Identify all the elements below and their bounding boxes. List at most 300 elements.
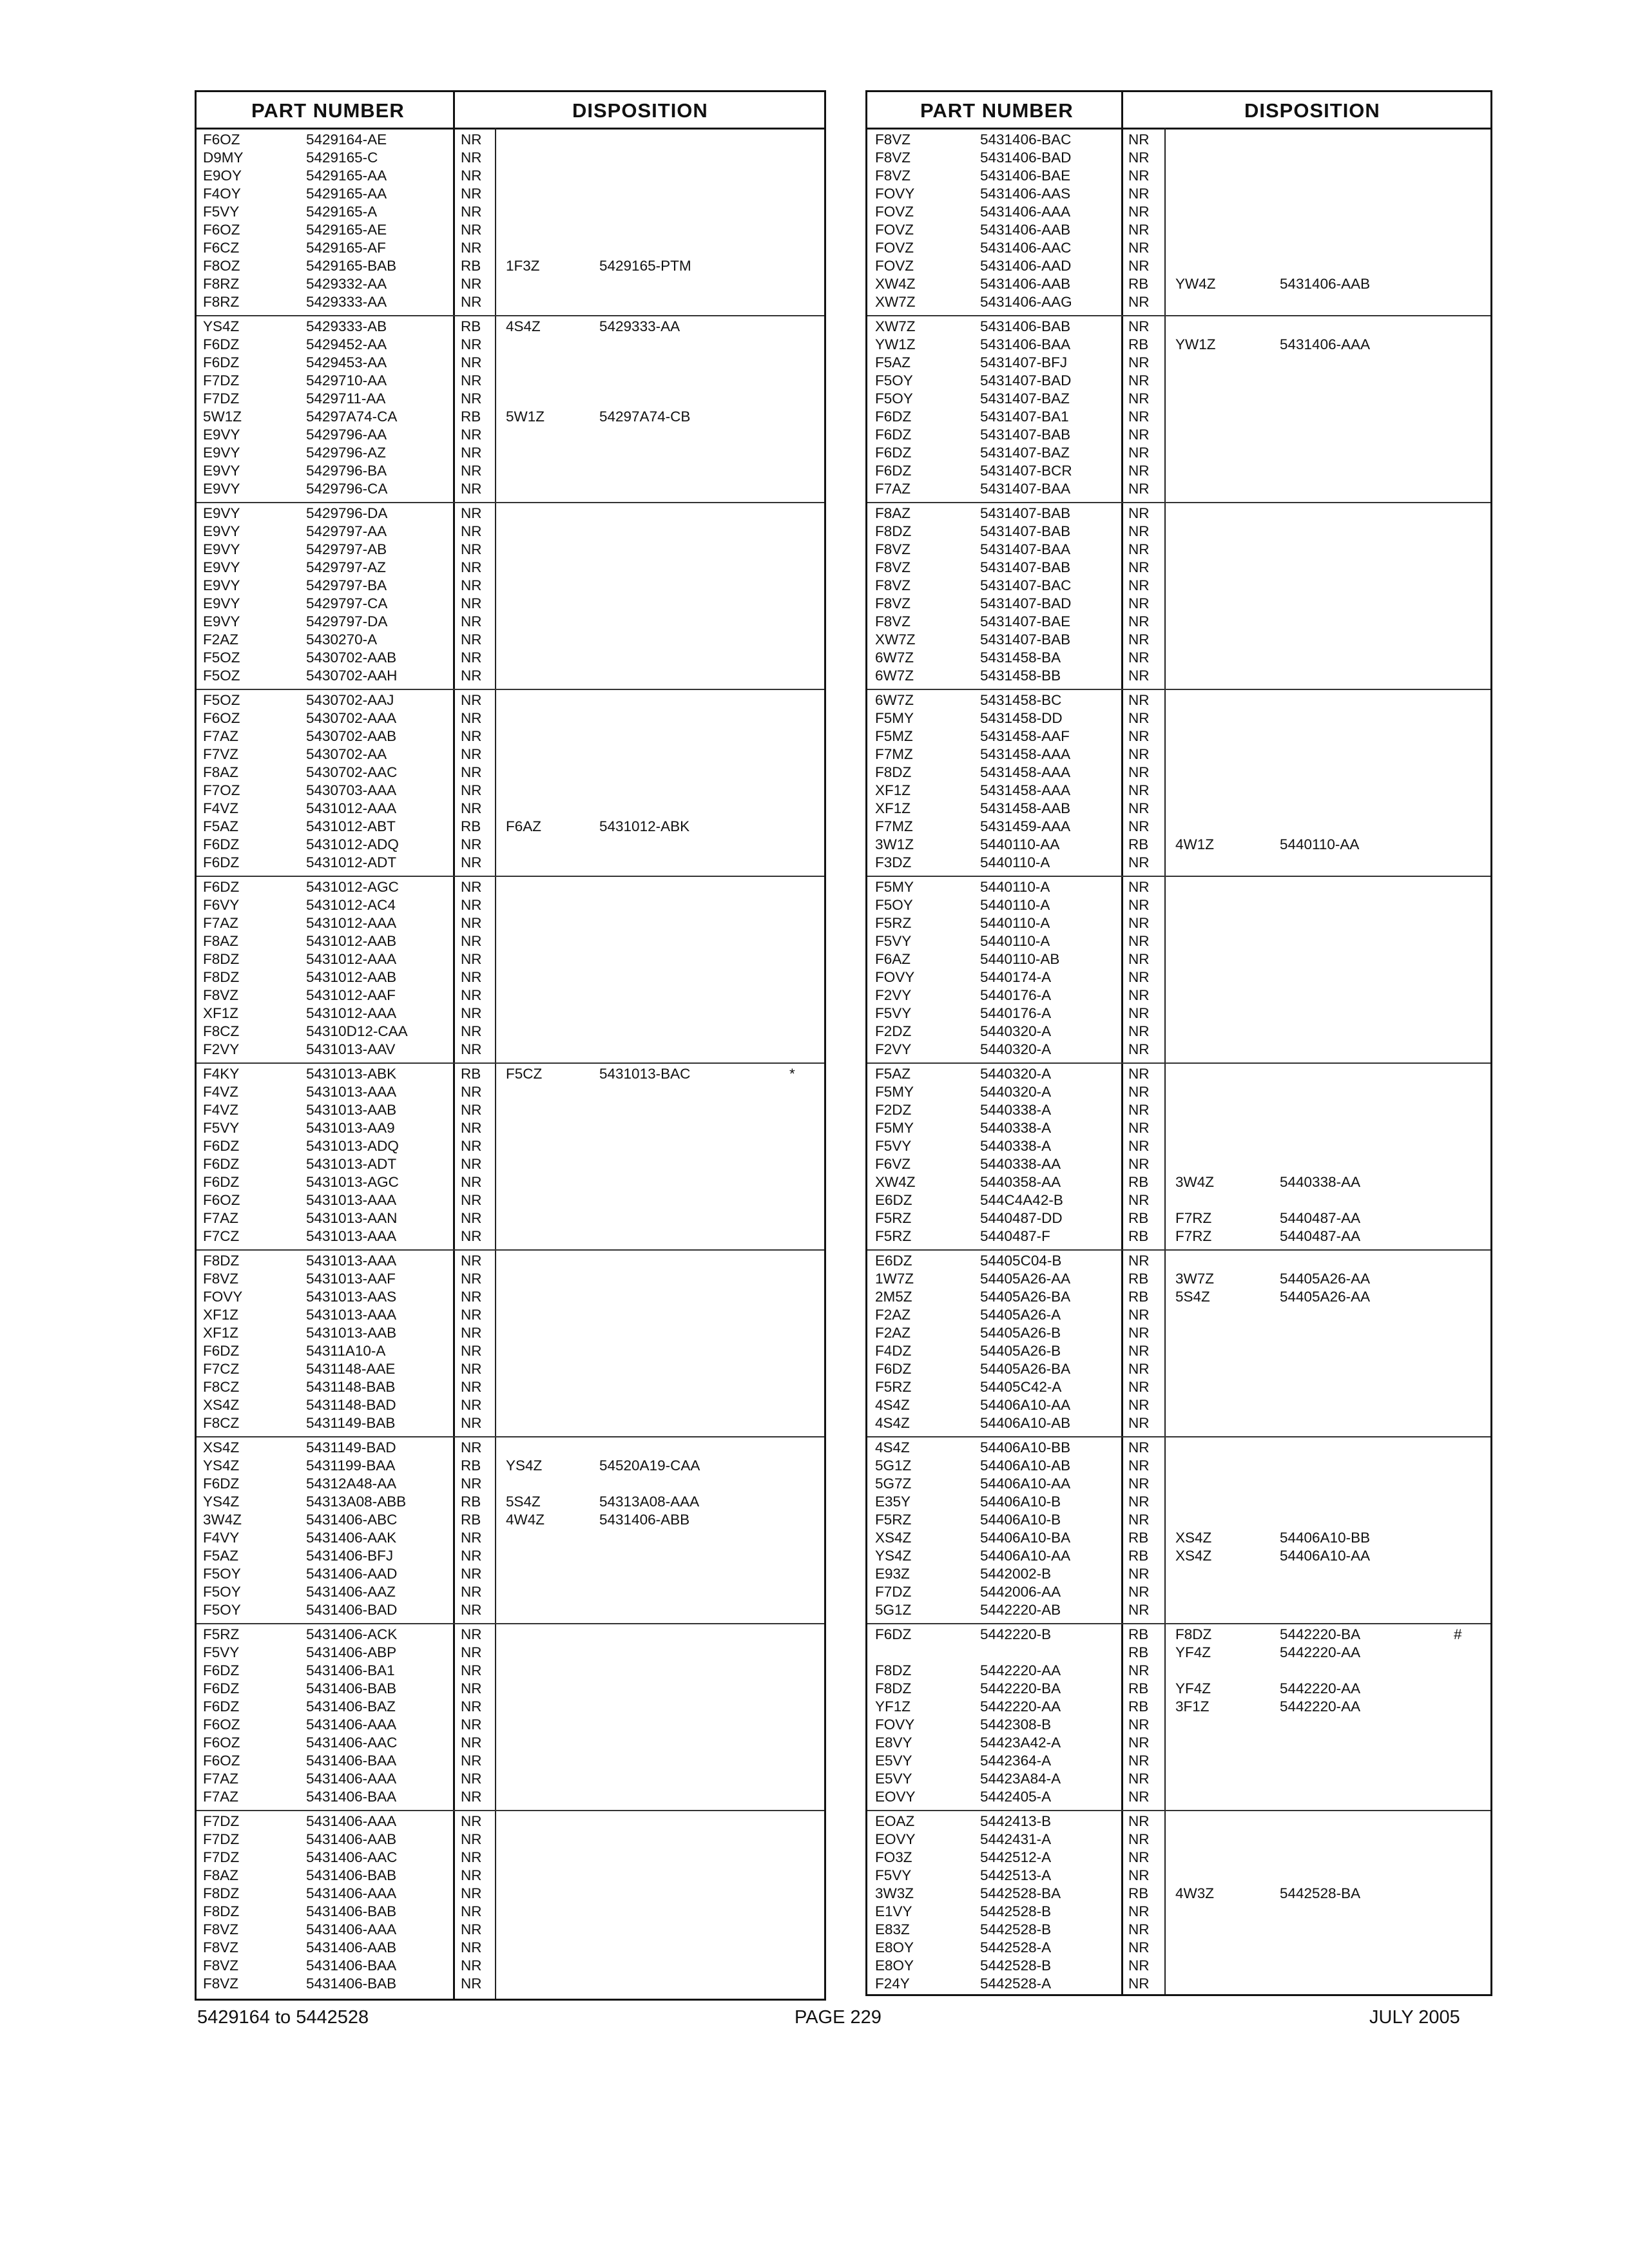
table-row xyxy=(197,354,824,372)
part-number: 5430702-AAH xyxy=(306,668,398,684)
part-number: 5431012-ADQ xyxy=(306,836,399,852)
table-row xyxy=(197,1378,824,1396)
disposition-code: NR xyxy=(461,1735,482,1751)
disposition-code: NR xyxy=(1128,541,1150,557)
disposition-code: NR xyxy=(1128,222,1150,238)
disposition-code: NR xyxy=(1128,1584,1150,1600)
part-number: 5431012-AAA xyxy=(306,915,397,931)
table-row xyxy=(197,239,824,257)
model-code: F8DZ xyxy=(203,951,240,967)
group-separator xyxy=(867,1062,1490,1064)
table-row xyxy=(867,372,1490,390)
model-code: F8VZ xyxy=(875,168,911,184)
table-row xyxy=(867,1342,1490,1360)
table-row xyxy=(867,1378,1490,1396)
table-row xyxy=(867,149,1490,167)
entry-group xyxy=(867,1065,1490,1252)
model-code: F6DZ xyxy=(203,1174,240,1190)
replacement-part: 5440338-AA xyxy=(1280,1174,1361,1190)
model-code: YS4Z xyxy=(203,1457,240,1474)
table-row xyxy=(197,1662,824,1680)
part-number: 5440176-A xyxy=(980,987,1052,1003)
disposition-code: NR xyxy=(461,541,482,557)
model-code: F7CZ xyxy=(203,1228,240,1244)
table-row xyxy=(867,1191,1490,1209)
disposition-code: NR xyxy=(1128,1831,1150,1847)
disposition-code: NR xyxy=(461,1548,482,1564)
disposition-code: RB xyxy=(1128,1626,1149,1642)
table-row xyxy=(197,1831,824,1849)
disposition-code: NR xyxy=(461,481,482,497)
disposition-code: NR xyxy=(461,1379,482,1395)
disposition-code: NR xyxy=(1128,1397,1150,1413)
part-number: 5440320-A xyxy=(980,1023,1052,1039)
part-number: 5431012-AAB xyxy=(306,969,397,985)
table-row xyxy=(197,523,824,541)
table-row xyxy=(867,968,1490,986)
table-row xyxy=(197,221,824,239)
model-code: FO3Z xyxy=(875,1849,912,1865)
disposition-code: NR xyxy=(1128,987,1150,1003)
disposition-code: NR xyxy=(461,1415,482,1431)
model-code: E5VY xyxy=(875,1753,912,1769)
part-number: 5429165-A xyxy=(306,204,378,220)
disposition-code: NR xyxy=(461,1192,482,1208)
model-code: EOVY xyxy=(875,1789,916,1805)
disposition-code: NR xyxy=(461,764,482,780)
model-code: F8CZ xyxy=(203,1379,240,1395)
replacement-model: F5CZ xyxy=(506,1066,543,1082)
model-code: F2DZ xyxy=(875,1102,912,1118)
table-row xyxy=(867,318,1490,336)
model-code: F5RZ xyxy=(203,1626,240,1642)
part-number: 5431012-AAA xyxy=(306,951,397,967)
model-code: F8DZ xyxy=(875,523,912,539)
disposition-code: NR xyxy=(1128,577,1150,593)
part-number: 5431012-AAB xyxy=(306,933,397,949)
model-code: XF1Z xyxy=(203,1325,239,1341)
disposition-code: NR xyxy=(461,1041,482,1057)
model-code: E83Z xyxy=(875,1921,910,1937)
model-code: F5OZ xyxy=(203,668,240,684)
part-number: 5431407-BCR xyxy=(980,463,1072,479)
table-row xyxy=(867,986,1490,1004)
model-code: XW7Z xyxy=(875,318,916,334)
part-number: 5431406-BAB xyxy=(306,1975,397,1992)
model-code: XW7Z xyxy=(875,631,916,648)
part-number: 5431406-AAC xyxy=(980,240,1072,256)
model-code: F7DZ xyxy=(203,1813,240,1829)
replacement-part: 54520A19-CAA xyxy=(599,1457,700,1474)
disposition-code: NR xyxy=(1128,1867,1150,1883)
disposition-code: NR xyxy=(1128,1415,1150,1431)
part-number: 5431013-AA9 xyxy=(306,1120,395,1136)
part-number: 5429797-CA xyxy=(306,595,388,611)
table-row xyxy=(197,257,824,275)
part-number: 5431148-BAD xyxy=(306,1397,396,1413)
replacement-part: 5442220-AA xyxy=(1280,1680,1361,1696)
replacement-part: 5431406-AAB xyxy=(1280,276,1371,292)
disposition-code: NR xyxy=(461,1156,482,1172)
part-number: 54406A10-BB xyxy=(980,1439,1071,1456)
disposition-code: NR xyxy=(1128,764,1150,780)
replacement-model: 1F3Z xyxy=(506,258,540,274)
part-number: 5431406-AAG xyxy=(980,294,1072,310)
table-row xyxy=(867,1209,1490,1227)
part-number: 5440487-F xyxy=(980,1228,1050,1244)
part-number: 5429796-DA xyxy=(306,505,388,521)
part-number: 5431013-AAV xyxy=(306,1041,396,1057)
model-code: F5VY xyxy=(875,1005,912,1021)
table-row xyxy=(197,1788,824,1806)
table-row xyxy=(197,1023,824,1041)
disposition-code: NR xyxy=(1128,1192,1150,1208)
model-code: F2VY xyxy=(875,987,912,1003)
table-row xyxy=(867,480,1490,498)
disposition-code: NR xyxy=(1128,1005,1150,1021)
model-code: XW7Z xyxy=(875,294,916,310)
table-row xyxy=(867,1903,1490,1921)
part-number: 5431407-BAA xyxy=(980,541,1071,557)
part-number: 5431013-AAA xyxy=(306,1253,397,1269)
disposition-code: NR xyxy=(461,168,482,184)
table-row xyxy=(867,1396,1490,1414)
model-code: 4S4Z xyxy=(875,1397,910,1413)
disposition-code: NR xyxy=(1128,1041,1150,1057)
table-row xyxy=(197,1475,824,1493)
model-code: E9VY xyxy=(203,559,240,575)
disposition-code: NR xyxy=(461,149,482,166)
model-code: F8VZ xyxy=(203,1957,239,1974)
disposition-code: NR xyxy=(1128,1716,1150,1733)
disposition-code: NR xyxy=(1128,969,1150,985)
table-row xyxy=(867,1065,1490,1083)
entry-group xyxy=(197,1626,824,1812)
model-code: FOVZ xyxy=(875,222,914,238)
replacement-part: 54406A10-BB xyxy=(1280,1530,1371,1546)
table-row xyxy=(867,1788,1490,1806)
disposition-code: NR xyxy=(1128,818,1150,834)
part-number: 5442220-BA xyxy=(980,1680,1061,1696)
disposition-code: NR xyxy=(461,613,482,629)
table-row xyxy=(197,1849,824,1867)
table-row xyxy=(197,1252,824,1270)
group-separator xyxy=(197,315,824,316)
model-code: YS4Z xyxy=(203,1494,240,1510)
table-row xyxy=(197,559,824,577)
table-row xyxy=(867,275,1490,293)
table-row xyxy=(867,595,1490,613)
part-number: 5431458-AAA xyxy=(980,764,1071,780)
table-row xyxy=(867,836,1490,854)
disposition-code: NR xyxy=(1128,318,1150,334)
model-code: F6VZ xyxy=(875,1156,911,1172)
table-row xyxy=(197,1191,824,1209)
entry-group xyxy=(197,505,824,691)
table-row xyxy=(197,318,824,336)
table-row xyxy=(867,1921,1490,1939)
model-code: EOVY xyxy=(875,1831,916,1847)
disposition-code: NR xyxy=(1128,445,1150,461)
disposition-code: NR xyxy=(461,354,482,370)
part-number: 5431407-BAB xyxy=(980,427,1071,443)
part-number: 5431406-BAA xyxy=(306,1789,397,1805)
disposition-code: NR xyxy=(461,1138,482,1154)
model-code: F6DZ xyxy=(875,463,912,479)
replacement-model: 5S4Z xyxy=(1175,1289,1210,1305)
group-separator xyxy=(867,689,1490,690)
disposition-code: NR xyxy=(461,1271,482,1287)
table-row xyxy=(197,167,824,185)
table-row xyxy=(867,932,1490,950)
disposition-code: NR xyxy=(1128,1439,1150,1456)
group-separator xyxy=(867,502,1490,503)
part-number: 54406A10-BA xyxy=(980,1530,1071,1546)
model-code: FOVZ xyxy=(875,240,914,256)
table-row xyxy=(867,1529,1490,1547)
table-row xyxy=(197,649,824,667)
model-code: F6DZ xyxy=(203,1343,240,1359)
disposition-code: NR xyxy=(461,1626,482,1642)
table-row xyxy=(867,914,1490,932)
model-code: F7DZ xyxy=(203,390,240,407)
model-code: F5OY xyxy=(875,390,913,407)
model-code: F5AZ xyxy=(875,354,911,370)
table-row xyxy=(197,1173,824,1191)
part-number: 5431406-BAB xyxy=(306,1903,397,1919)
part-number: 5440320-A xyxy=(980,1041,1052,1057)
part-number: 5431406-BAC xyxy=(980,131,1072,148)
table-row xyxy=(197,1770,824,1788)
table-row xyxy=(197,896,824,914)
table-row xyxy=(867,1288,1490,1306)
table-row xyxy=(197,878,824,896)
part-number: 5442528-B xyxy=(980,1957,1052,1974)
table-row xyxy=(867,444,1490,462)
part-number: 5430702-AAA xyxy=(306,710,397,726)
model-code: F7DZ xyxy=(875,1584,912,1600)
entry-group xyxy=(197,1812,824,1999)
disposition-code: NR xyxy=(461,1102,482,1118)
model-code: F6DZ xyxy=(203,1698,240,1715)
disposition-code: RB xyxy=(1128,1680,1149,1696)
table-row xyxy=(867,336,1490,354)
table-row xyxy=(867,1644,1490,1662)
right-table-header xyxy=(867,92,1490,130)
entry-group xyxy=(867,1439,1490,1626)
part-number: 5440110-A xyxy=(980,854,1050,870)
part-number: 54405A26-B xyxy=(980,1343,1061,1359)
part-number: 5429165-C xyxy=(306,149,378,166)
model-code: F5RZ xyxy=(875,1379,912,1395)
replacement-model: F8DZ xyxy=(1175,1626,1212,1642)
disposition-code: NR xyxy=(1128,1120,1150,1136)
disposition-code: NR xyxy=(1128,1975,1150,1992)
disposition-code: RB xyxy=(1128,836,1149,852)
table-row xyxy=(197,426,824,444)
part-number: 5429333-AB xyxy=(306,318,387,334)
group-separator xyxy=(867,876,1490,877)
disposition-code: NR xyxy=(1128,258,1150,274)
model-code: F5RZ xyxy=(875,1512,912,1528)
table-row xyxy=(197,1457,824,1475)
part-number: 5429332-AA xyxy=(306,276,387,292)
model-code: F8VZ xyxy=(203,1921,239,1937)
table-row xyxy=(867,1849,1490,1867)
disposition-code: RB xyxy=(1128,276,1149,292)
replacement-model: 3F1Z xyxy=(1175,1698,1210,1715)
table-row xyxy=(867,293,1490,311)
part-number: 5431406-AAA xyxy=(306,1885,397,1901)
disposition-code: NR xyxy=(461,800,482,816)
part-number: 5431407-BFJ xyxy=(980,354,1068,370)
entry-group xyxy=(197,878,824,1065)
model-code: E9VY xyxy=(203,427,240,443)
table-row xyxy=(197,745,824,764)
table-row xyxy=(867,1511,1490,1529)
part-number: 5442431-A xyxy=(980,1831,1052,1847)
model-code: E6DZ xyxy=(875,1253,912,1269)
replacement-model: 3W7Z xyxy=(1175,1271,1215,1287)
table-row xyxy=(197,372,824,390)
part-number: 5431012-AAA xyxy=(306,1005,397,1021)
entry-group xyxy=(867,878,1490,1065)
disposition-code: NR xyxy=(461,1939,482,1956)
part-number: 5431459-AAA xyxy=(980,818,1071,834)
model-code: F5MY xyxy=(875,879,914,895)
part-number: 5440320-A xyxy=(980,1084,1052,1100)
table-row xyxy=(197,1227,824,1245)
part-number: 5431406-BAD xyxy=(980,149,1072,166)
right-table xyxy=(865,90,1492,1996)
disposition-code: NR xyxy=(461,631,482,648)
replacement-model: YS4Z xyxy=(506,1457,543,1474)
table-row xyxy=(197,1529,824,1547)
part-number: 5440110-AA xyxy=(980,836,1060,852)
part-number: 5431013-AAF xyxy=(306,1271,396,1287)
part-number: 54312A48-AA xyxy=(306,1475,397,1492)
part-number: 5429333-AA xyxy=(306,294,387,310)
table-row xyxy=(197,1752,824,1770)
table-row xyxy=(867,1083,1490,1101)
disposition-code: RB xyxy=(1128,1174,1149,1190)
model-code: F6CZ xyxy=(203,240,240,256)
disposition-code: NR xyxy=(1128,1566,1150,1582)
table-row xyxy=(867,1601,1490,1619)
model-code: E35Y xyxy=(875,1494,911,1510)
table-row xyxy=(197,1601,824,1619)
footer-page: PAGE 229 xyxy=(795,2007,882,2028)
disposition-code: NR xyxy=(461,372,482,389)
replacement-part: 5431013-BAC xyxy=(599,1066,691,1082)
part-number: 5442308-B xyxy=(980,1716,1052,1733)
disposition-code: NR xyxy=(1128,294,1150,310)
model-code: F8VZ xyxy=(875,541,911,557)
part-number: 5440487-DD xyxy=(980,1210,1063,1226)
note-mark: * xyxy=(789,1066,795,1082)
disposition-code: NR xyxy=(461,1753,482,1769)
part-number: 5431013-AAA xyxy=(306,1307,397,1323)
part-number: 54406A10-AB xyxy=(980,1457,1071,1474)
table-row xyxy=(867,523,1490,541)
model-code: XF1Z xyxy=(875,800,911,816)
part-number: 5440110-AB xyxy=(980,951,1060,967)
disposition-code: NR xyxy=(1128,1457,1150,1474)
table-row xyxy=(867,426,1490,444)
disposition-code: RB xyxy=(1128,1289,1149,1305)
left-table-header xyxy=(197,92,824,130)
replacement-model: 4S4Z xyxy=(506,318,541,334)
model-code: F5MY xyxy=(875,710,914,726)
disposition-code: NR xyxy=(1128,505,1150,521)
table-row xyxy=(197,691,824,709)
table-row xyxy=(867,800,1490,818)
table-row xyxy=(197,408,824,426)
table-row xyxy=(197,1306,824,1324)
disposition-code: NR xyxy=(461,1698,482,1715)
part-number: 5431458-BB xyxy=(980,668,1061,684)
part-number: 5431407-BAE xyxy=(980,613,1071,629)
entry-group xyxy=(197,1065,824,1252)
model-code: F7VZ xyxy=(203,746,239,762)
disposition-code: RB xyxy=(461,1512,481,1528)
part-number: 54405A26-B xyxy=(980,1325,1061,1341)
part-number: 5430702-AAB xyxy=(306,728,397,744)
table-row xyxy=(867,1439,1490,1457)
disposition-code: RB xyxy=(461,408,481,425)
disposition-code: NR xyxy=(1128,1662,1150,1678)
disposition-code: NR xyxy=(461,1439,482,1456)
disposition-code: NR xyxy=(1128,463,1150,479)
table-row xyxy=(867,1867,1490,1885)
part-number: 5431406-BAA xyxy=(306,1957,397,1974)
replacement-model: YW4Z xyxy=(1175,276,1216,292)
model-code: F4VY xyxy=(203,1530,240,1546)
model-code: F6DZ xyxy=(203,354,240,370)
part-number: 54310D12-CAA xyxy=(306,1023,408,1039)
disposition-code: NR xyxy=(1128,408,1150,425)
part-number: 5431407-BAB xyxy=(980,505,1071,521)
replacement-part: 54313A08-AAA xyxy=(599,1494,700,1510)
table-row xyxy=(197,968,824,986)
part-number: 5430702-AA xyxy=(306,746,387,762)
model-code: F6OZ xyxy=(203,710,240,726)
table-row xyxy=(867,1680,1490,1698)
disposition-code: NR xyxy=(461,186,482,202)
disposition-code: RB xyxy=(461,1494,481,1510)
group-separator xyxy=(197,502,824,503)
model-code: F8AZ xyxy=(875,505,911,521)
disposition-code: NR xyxy=(1128,649,1150,666)
model-code: F8DZ xyxy=(875,764,912,780)
model-code: F8CZ xyxy=(203,1023,240,1039)
model-code: E9VY xyxy=(203,505,240,521)
table-row xyxy=(197,1957,824,1975)
replacement-part: 54405A26-AA xyxy=(1280,1271,1371,1287)
table-row xyxy=(867,1734,1490,1752)
model-code: 6W7Z xyxy=(875,692,914,708)
model-code: 5G1Z xyxy=(875,1602,912,1618)
replacement-model: 3W4Z xyxy=(1175,1174,1215,1190)
model-code: F6DZ xyxy=(875,445,912,461)
part-number: 5431148-BAB xyxy=(306,1379,396,1395)
table-row xyxy=(867,390,1490,408)
model-code: XF1Z xyxy=(203,1005,239,1021)
table-row xyxy=(197,1439,824,1457)
model-code: F5AZ xyxy=(875,1066,911,1082)
model-code: F2VY xyxy=(203,1041,240,1057)
left-table xyxy=(195,90,826,2001)
